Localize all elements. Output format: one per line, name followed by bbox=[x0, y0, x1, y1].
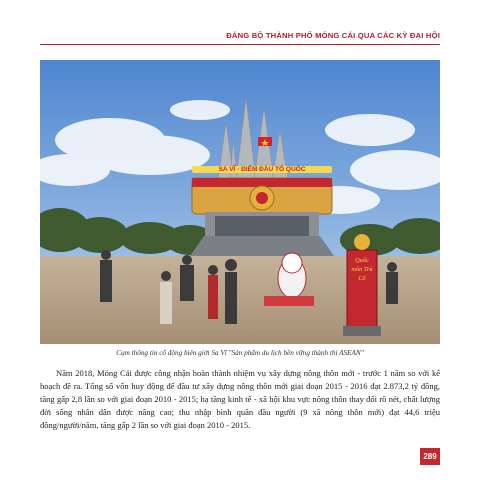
photo-caption: Cụm thông tin cổ động biên giới Sa Vĩ "Sản phẩm du lịch bền vững thành thị ASEAN" bbox=[116, 349, 364, 357]
running-header-title: ĐẢNG BỘ THÀNH PHỐ MÓNG CÁI QUA CÁC KỲ ĐẠI HỘI bbox=[226, 31, 440, 40]
monument-photo bbox=[40, 60, 440, 344]
monument-signboard: SA VĨ - ĐIỂM ĐẦU TỔ QUỐC bbox=[192, 166, 332, 173]
page-number: 289 bbox=[420, 448, 440, 465]
header-rule bbox=[40, 44, 440, 45]
totem-text: Quốc môn Trà Cổ bbox=[351, 257, 373, 282]
body-paragraph: Năm 2018, Móng Cái được công nhận hoàn thành nhiệm vụ xây dựng nông thôn mới - trước 1 năm so với kế hoạch đề ra. Tổng số vốn huy động để đầu tư xây dựng nông thôn mới giai đoạn 2015 - 2016 đạt 2.873,2 tỷ đồng, tăng gấp 2,8 lần so với giai đoạn 2010 - 2015; hạ tầng kinh tế - xã hội khu vực nông thôn thay đổi rõ nét, chất lượng đời sống nhân dân được nâng cao; thu nhập bình quân đầu người (9 xã nông thôn mới) đạt 44,6 triệu đồng/người/năm, tăng gấp 2 lần so với giai đoạn 2010 - 2015. bbox=[40, 368, 440, 430]
